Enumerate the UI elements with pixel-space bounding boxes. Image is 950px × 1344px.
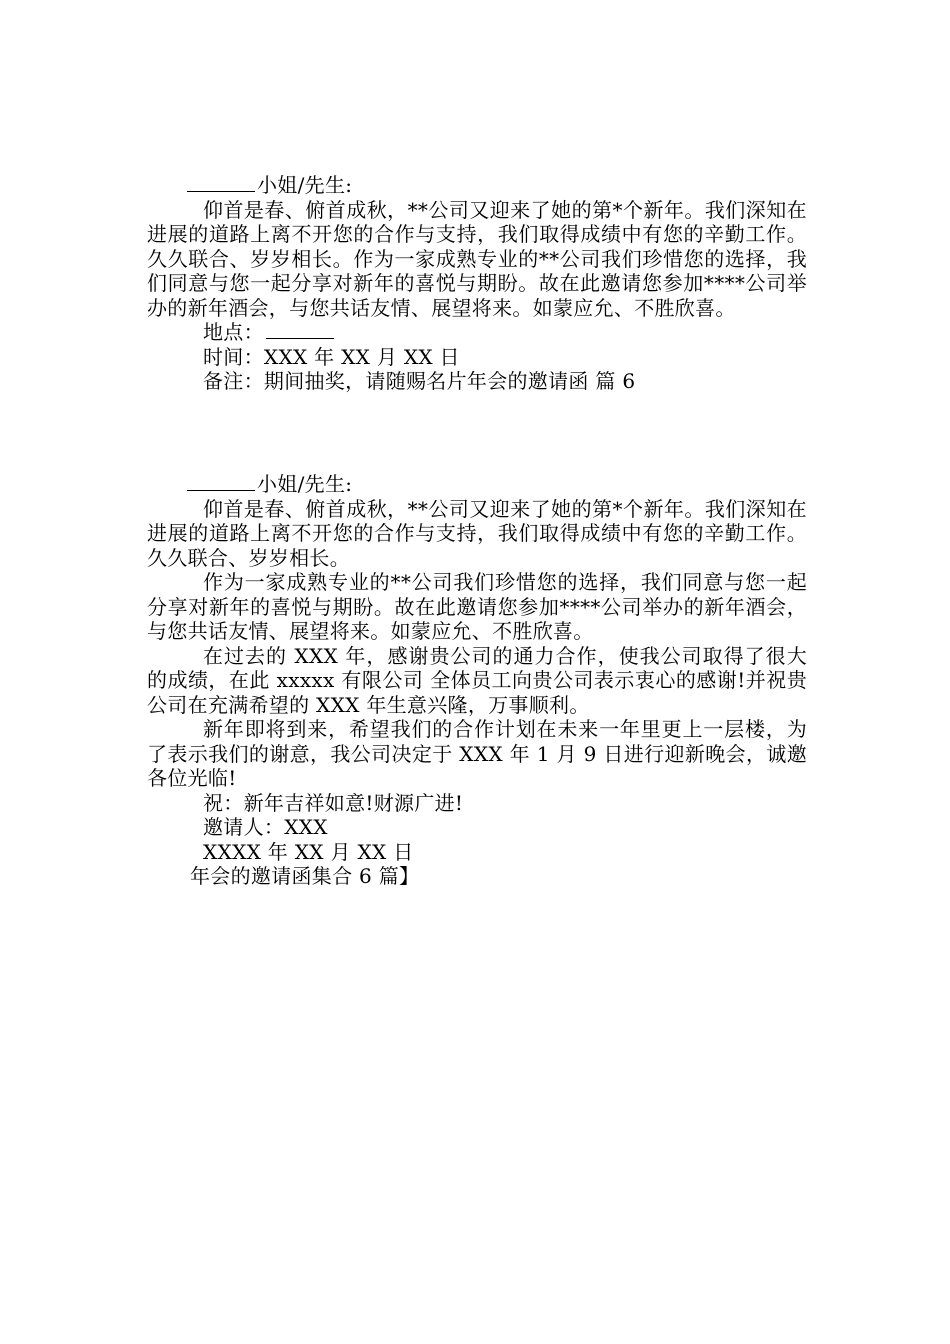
location-blank xyxy=(266,320,334,339)
salutation-text: 小姐/先生: xyxy=(257,472,353,496)
body-paragraph: 新年即将到来，希望我们的合作计划在未来一年里更上一层楼，为了表示我们的谢意，我公司决定于 XXX 年 1 月 9 日进行迎新晚会，诚邀各位光临! xyxy=(147,717,807,790)
invitation-body: 仰首是春、俯首成秋，**公司又迎来了她的第*个新年。我们深知在进展的道路上离不开您的合作与支持，我们取得成绩中有您的辛勤工作。久久联合、岁岁相长。作为一家成熟专业的**公司我们珍惜您的选择，我们同意与您一起分享对新年的喜悦与期盼。故在此邀请您参加****公司举办的新年酒会，与您共话友情、展望将来。如蒙应允、不胜欣喜。 xyxy=(147,197,807,320)
closing-line: 年会的邀请函集合 6 篇】 xyxy=(190,864,420,888)
name-blank xyxy=(187,173,255,192)
name-blank xyxy=(187,472,255,491)
wish-line: 祝：新年吉祥如意!财源广进! xyxy=(203,790,464,815)
body-paragraph: 仰首是春、俯首成秋，**公司又迎来了她的第*个新年。我们深知在进展的道路上离不开您的合作与支持，我们取得成绩中有您的辛勤工作。久久联合、岁岁相长。 xyxy=(147,496,807,570)
date-line: XXXX 年 XX 月 XX 日 xyxy=(203,839,414,864)
location-line xyxy=(147,320,807,345)
note-line: 备注：期间抽奖，请随赐名片年会的邀请函 篇 6 xyxy=(203,369,636,393)
body-paragraph: 作为一家成熟专业的**公司我们珍惜您的选择，我们同意与您一起分享对新年的喜悦与期盼。故在此邀请您参加****公司举办的新年酒会，与您共话友情、展望将来。如蒙应允、不胜欣喜。 xyxy=(147,570,807,643)
location-label: 地点： xyxy=(203,320,264,344)
invitation-section-2 xyxy=(147,472,807,889)
salutation-line xyxy=(147,472,807,497)
body-paragraph: 在过去的 XXX 年，感谢贵公司的通力合作，使我公司取得了很大的成绩，在此 xxxxx 有限公司 全体员工向贵公司表示衷心的感谢!并祝贵公司在充满希望的 XXX 年生意兴隆，万事顺利。 xyxy=(147,643,807,717)
time-line: 时间：XXX 年 XX 月 XX 日 xyxy=(203,344,460,369)
inviter-line: 邀请人：XXX xyxy=(203,815,328,839)
salutation-line xyxy=(147,173,807,198)
invitation-section-1 xyxy=(147,173,807,394)
salutation-text: 小姐/先生: xyxy=(257,173,353,197)
